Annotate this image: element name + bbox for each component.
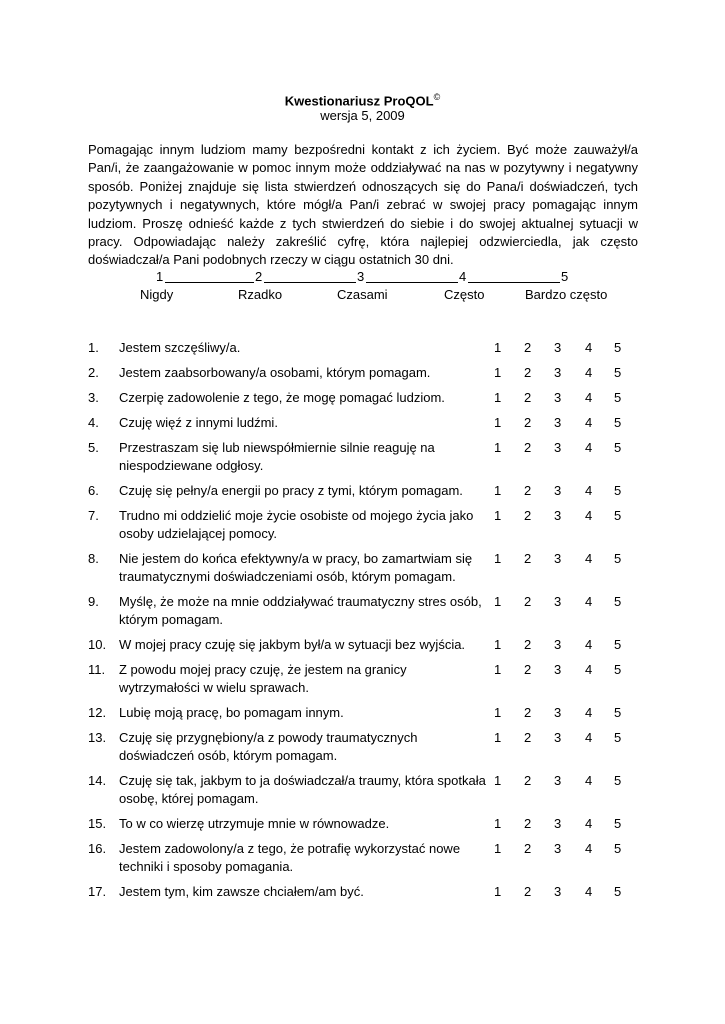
question-row <box>88 482 648 500</box>
scale-number: 2 <box>255 269 263 284</box>
question-row <box>88 439 648 475</box>
question-row <box>88 704 648 722</box>
answer-option-4[interactable]: 4 <box>585 662 593 677</box>
answer-option-3[interactable]: 3 <box>554 773 562 788</box>
answer-option-5[interactable]: 5 <box>614 662 622 677</box>
answer-option-2[interactable]: 2 <box>524 340 532 355</box>
scale-underline <box>366 282 458 283</box>
question-row <box>88 389 648 407</box>
answer-option-1[interactable]: 1 <box>494 637 502 652</box>
question-number: 1. <box>88 340 99 355</box>
answer-option-2[interactable]: 2 <box>524 705 532 720</box>
question-number: 12. <box>88 705 107 720</box>
answer-option-4[interactable]: 4 <box>585 340 593 355</box>
answer-option-1[interactable]: 1 <box>494 705 502 720</box>
scale-underline <box>468 282 560 283</box>
question-number: 5. <box>88 440 99 455</box>
answer-option-5[interactable]: 5 <box>614 508 622 523</box>
answer-option-1[interactable]: 1 <box>494 390 502 405</box>
question-row <box>88 550 648 586</box>
answer-option-5[interactable]: 5 <box>614 365 622 380</box>
question-number: 8. <box>88 551 99 566</box>
answer-option-5[interactable]: 5 <box>614 841 622 856</box>
answer-option-1[interactable]: 1 <box>494 508 502 523</box>
answer-option-5[interactable]: 5 <box>614 705 622 720</box>
question-text: Lubię moją pracę, bo pomagam innym. <box>119 705 344 720</box>
answer-option-3[interactable]: 3 <box>554 594 562 609</box>
answer-option-3[interactable]: 3 <box>554 662 562 677</box>
answer-options <box>494 636 634 654</box>
instructions-paragraph: Pomagając innym ludziom mamy bezpośredni kontakt z ich życiem. Być może zauważył/a Pan/i, że zaangażowanie w pomoc innym może oddziaływać na nas w pozytywny i negatywny sposób. Poniżej znajduje się lista stwierdzeń odnoszących się do Pana/i doświadczeń, tych pozytywnych i negatywnych, które mógł/a Pan/i zebrać w swojej pracy pomagając innym ludziom. Proszę odnieść każde z tych stwierdzeń do siebie i do swojej aktualnej sytuacji w pracy. Odpowiadając należy zakreślić cyfrę, która najlepiej odzwierciedla, jak często doświadczał/a Pani podobnych rzeczy w ciągu ostatnich 30 dni. <box>88 142 638 268</box>
rating-scale-labels <box>0 287 725 303</box>
answer-option-1[interactable]: 1 <box>494 841 502 856</box>
question-number: 2. <box>88 365 99 380</box>
answer-option-3[interactable]: 3 <box>554 841 562 856</box>
answer-option-2[interactable]: 2 <box>524 884 532 899</box>
question-number: 15. <box>88 816 107 831</box>
question-text: Czuję się pełny/a energii po pracy z tymi, którym pomagam. <box>119 483 463 498</box>
question-row <box>88 729 648 765</box>
question-row <box>88 772 648 808</box>
answer-option-3[interactable]: 3 <box>554 884 562 899</box>
answer-option-4[interactable]: 4 <box>585 705 593 720</box>
answer-option-5[interactable]: 5 <box>614 551 622 566</box>
answer-option-3[interactable]: 3 <box>554 705 562 720</box>
answer-option-4[interactable]: 4 <box>585 773 593 788</box>
question-number: 10. <box>88 637 107 652</box>
answer-option-4[interactable]: 4 <box>585 440 593 455</box>
question-text: Czuję się przygnębiony/a z powody traumatycznych doświadczeń osób, którym pomagam. <box>119 730 418 763</box>
answer-option-4[interactable]: 4 <box>585 365 593 380</box>
question-number: 4. <box>88 415 99 430</box>
question-number: 13. <box>88 730 107 745</box>
question-text: Trudno mi oddzielić moje życie osobiste od mojego życia jako osoby udzielającej pomocy. <box>119 508 474 541</box>
question-text: Myślę, że może na mnie oddziaływać traumatyczny stres osób, którym pomagam. <box>119 594 482 627</box>
scale-label-sometimes: Czasami <box>337 287 388 302</box>
answer-option-3[interactable]: 3 <box>554 390 562 405</box>
answer-option-2[interactable]: 2 <box>524 415 532 430</box>
answer-option-2[interactable]: 2 <box>524 816 532 831</box>
scale-number: 5 <box>561 269 569 284</box>
answer-option-1[interactable]: 1 <box>494 415 502 430</box>
answer-option-5[interactable]: 5 <box>614 816 622 831</box>
question-list <box>88 339 648 908</box>
copyright-mark: © <box>433 92 441 102</box>
answer-options <box>494 661 634 679</box>
scale-label-never: Nigdy <box>140 287 174 302</box>
answer-option-4[interactable]: 4 <box>585 816 593 831</box>
scale-label-very-often: Bardzo często <box>525 287 608 302</box>
answer-options <box>494 883 634 901</box>
answer-option-5[interactable]: 5 <box>614 884 622 899</box>
answer-option-1[interactable]: 1 <box>494 365 502 380</box>
answer-option-2[interactable]: 2 <box>524 365 532 380</box>
question-text: W mojej pracy czuję się jakbym był/a w sytuacji bez wyjścia. <box>119 637 466 652</box>
answer-options <box>494 507 634 525</box>
answer-option-5[interactable]: 5 <box>614 390 622 405</box>
question-text: Jestem szczęśliwy/a. <box>119 340 241 355</box>
question-number: 16. <box>88 841 107 856</box>
answer-options <box>494 389 634 407</box>
answer-options <box>494 729 634 747</box>
answer-option-4[interactable]: 4 <box>585 594 593 609</box>
question-number: 17. <box>88 884 107 899</box>
answer-option-4[interactable]: 4 <box>585 841 593 856</box>
answer-option-3[interactable]: 3 <box>554 551 562 566</box>
answer-option-5[interactable]: 5 <box>614 773 622 788</box>
answer-option-1[interactable]: 1 <box>494 773 502 788</box>
answer-options <box>494 593 634 611</box>
answer-option-5[interactable]: 5 <box>614 340 622 355</box>
question-text: Jestem zaabsorbowany/a osobami, którym pomagam. <box>119 365 431 380</box>
answer-option-2[interactable]: 2 <box>524 594 532 609</box>
answer-options <box>494 840 634 858</box>
question-text: Czuję się tak, jakbym to ja doświadczał/a traumy, która spotkała osobę, której pomagam. <box>119 773 486 806</box>
answer-option-5[interactable]: 5 <box>614 440 622 455</box>
answer-option-5[interactable]: 5 <box>614 594 622 609</box>
scale-number: 4 <box>459 269 467 284</box>
answer-option-3[interactable]: 3 <box>554 637 562 652</box>
scale-underline <box>165 282 254 283</box>
answer-option-3[interactable]: 3 <box>554 730 562 745</box>
question-text: Przestraszam się lub niewspółmiernie silnie reaguję na niespodziewane odgłosy. <box>119 440 435 473</box>
answer-option-2[interactable]: 2 <box>524 773 532 788</box>
answer-option-4[interactable]: 4 <box>585 508 593 523</box>
answer-option-1[interactable]: 1 <box>494 730 502 745</box>
question-text: To w co wierzę utrzymuje mnie w równowadze. <box>119 816 390 831</box>
answer-option-5[interactable]: 5 <box>614 637 622 652</box>
answer-option-3[interactable]: 3 <box>554 340 562 355</box>
question-text: Nie jestem do końca efektywny/a w pracy, bo zamartwiam się traumatycznymi doświadczeniami osób, którym pomagam. <box>119 551 473 584</box>
question-row <box>88 507 648 543</box>
version-line: wersja 5, 2009 <box>320 108 405 123</box>
scale-label-often: Często <box>444 287 485 302</box>
answer-option-4[interactable]: 4 <box>585 551 593 566</box>
question-row <box>88 883 648 901</box>
question-number: 3. <box>88 390 99 405</box>
answer-options <box>494 364 634 382</box>
answer-option-2[interactable]: 2 <box>524 551 532 566</box>
answer-option-2[interactable]: 2 <box>524 390 532 405</box>
answer-option-3[interactable]: 3 <box>554 440 562 455</box>
answer-option-2[interactable]: 2 <box>524 508 532 523</box>
answer-option-3[interactable]: 3 <box>554 483 562 498</box>
answer-options <box>494 550 634 568</box>
answer-options <box>494 704 634 722</box>
answer-option-1[interactable]: 1 <box>494 440 502 455</box>
rating-scale-line <box>150 269 580 285</box>
answer-option-2[interactable]: 2 <box>524 841 532 856</box>
answer-option-4[interactable]: 4 <box>585 415 593 430</box>
question-number: 11. <box>88 662 106 677</box>
answer-options <box>494 339 634 357</box>
question-row <box>88 339 648 357</box>
question-text: Jestem zadowolony/a z tego, że potrafię wykorzystać nowe techniki i sposoby pomagania. <box>119 841 461 874</box>
answer-option-1[interactable]: 1 <box>494 816 502 831</box>
answer-option-4[interactable]: 4 <box>585 730 593 745</box>
question-text: Czerpię zadowolenie z tego, że mogę pomagać ludziom. <box>119 390 445 405</box>
question-text: Jestem tym, kim zawsze chciałem/am być. <box>119 884 364 899</box>
answer-option-4[interactable]: 4 <box>585 483 593 498</box>
answer-option-1[interactable]: 1 <box>494 551 502 566</box>
question-row <box>88 364 648 382</box>
title-text: Kwestionariusz ProQOL <box>284 93 434 109</box>
answer-option-4[interactable]: 4 <box>585 637 593 652</box>
scale-number: 1 <box>156 269 164 284</box>
answer-options <box>494 439 634 457</box>
scale-underline <box>264 282 356 283</box>
answer-option-2[interactable]: 2 <box>524 440 532 455</box>
question-number: 6. <box>88 483 99 498</box>
question-number: 14. <box>88 773 107 788</box>
question-row <box>88 593 648 629</box>
answer-option-3[interactable]: 3 <box>554 415 562 430</box>
scale-number: 3 <box>357 269 365 284</box>
answer-option-5[interactable]: 5 <box>614 730 622 745</box>
answer-option-5[interactable]: 5 <box>614 483 622 498</box>
answer-option-4[interactable]: 4 <box>585 390 593 405</box>
question-row <box>88 636 648 654</box>
question-row <box>88 840 648 876</box>
answer-option-1[interactable]: 1 <box>494 884 502 899</box>
answer-option-1[interactable]: 1 <box>494 340 502 355</box>
answer-options <box>494 772 634 790</box>
question-text: Czuję więź z innymi ludźmi. <box>119 415 278 430</box>
question-row <box>88 414 648 432</box>
question-row <box>88 661 648 697</box>
answer-option-2[interactable]: 2 <box>524 662 532 677</box>
answer-option-5[interactable]: 5 <box>614 415 622 430</box>
question-number: 7. <box>88 508 99 523</box>
answer-option-1[interactable]: 1 <box>494 483 502 498</box>
question-number: 9. <box>88 594 99 609</box>
answer-option-4[interactable]: 4 <box>585 884 593 899</box>
question-text: Z powodu mojej pracy czuję, że jestem na granicy wytrzymałości w wielu sprawach. <box>119 662 407 695</box>
question-row <box>88 815 648 833</box>
answer-option-3[interactable]: 3 <box>554 508 562 523</box>
answer-options <box>494 414 634 432</box>
answer-option-2[interactable]: 2 <box>524 637 532 652</box>
answer-option-3[interactable]: 3 <box>554 816 562 831</box>
answer-options <box>494 815 634 833</box>
answer-option-1[interactable]: 1 <box>494 662 502 677</box>
answer-options <box>494 482 634 500</box>
answer-option-2[interactable]: 2 <box>524 730 532 745</box>
answer-option-1[interactable]: 1 <box>494 594 502 609</box>
answer-option-2[interactable]: 2 <box>524 483 532 498</box>
scale-label-rarely: Rzadko <box>238 287 283 302</box>
answer-option-3[interactable]: 3 <box>554 365 562 380</box>
